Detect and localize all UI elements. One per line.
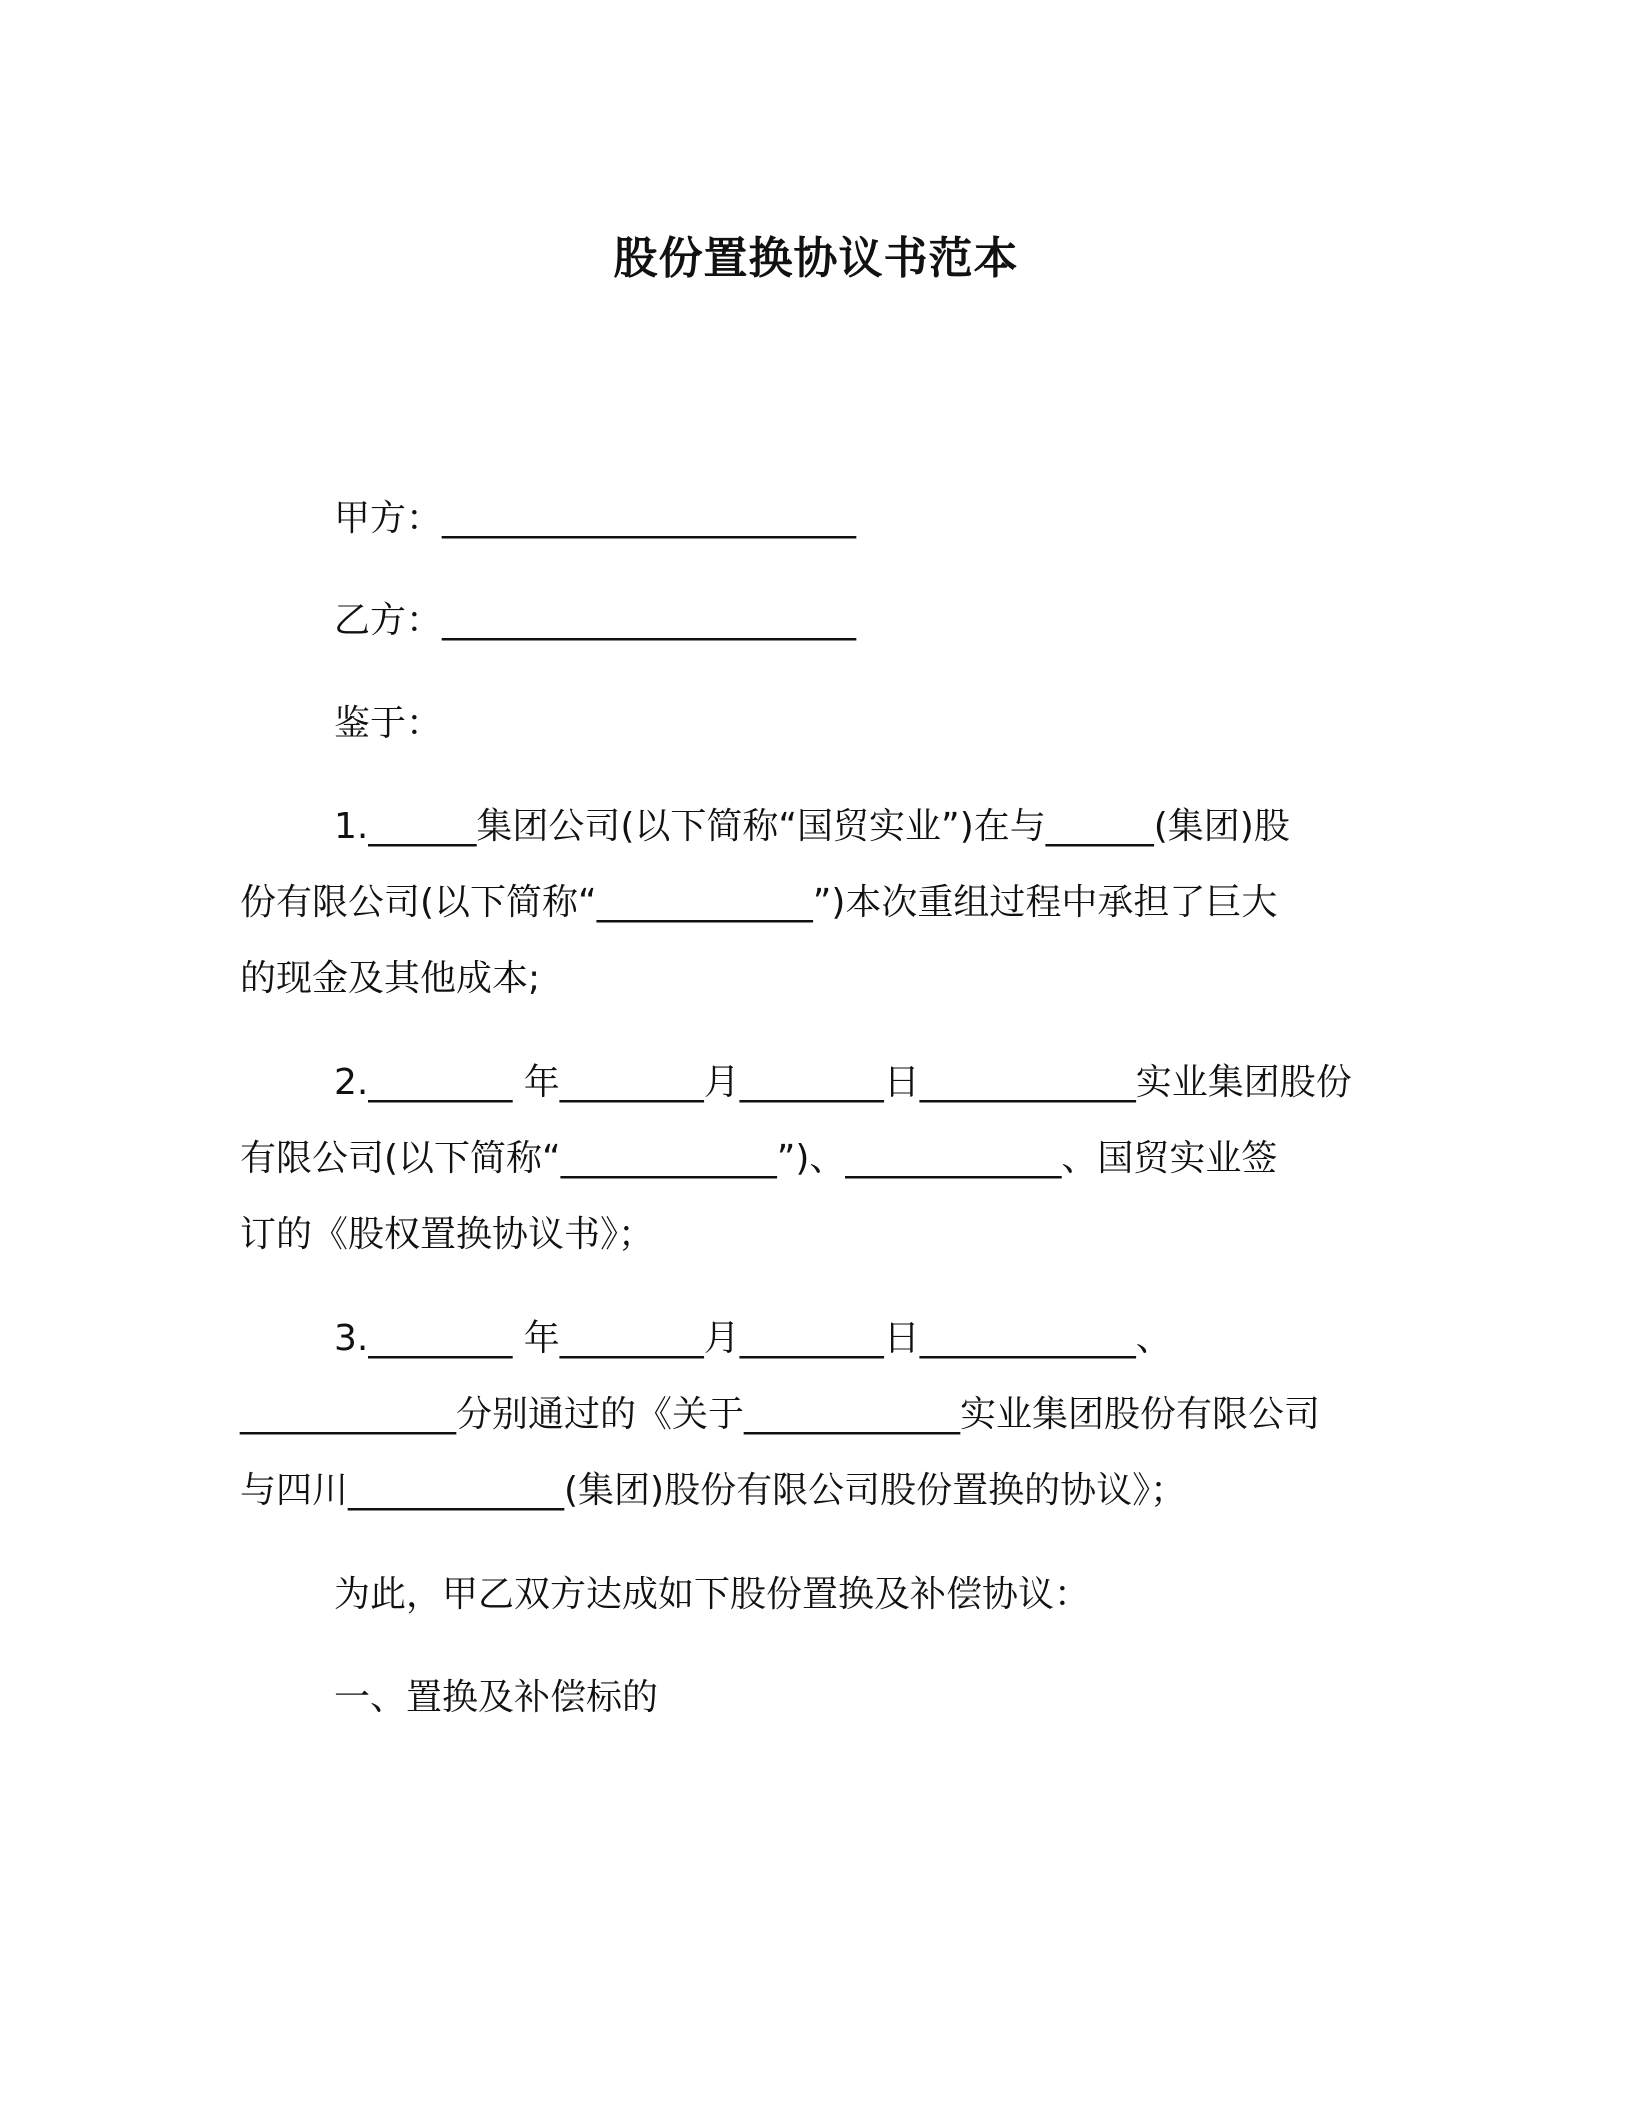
whereas-label: 鉴于： bbox=[334, 703, 443, 744]
party-b-line: 乙方：_______________________ bbox=[334, 600, 857, 641]
party-a-line: 甲方：_______________________ bbox=[334, 498, 857, 539]
clause3-line3: 与四川____________(集团)股份有限公司股份置换的协议》； bbox=[240, 1470, 1187, 1511]
clause3-line2: ____________分别通过的《关于____________实业集团股份有限公司 bbox=[240, 1394, 1321, 1435]
clause2-line1: 2.________ 年________月________日____________实业集团股份 bbox=[334, 1062, 1352, 1103]
clause1-line1: 1.______集团公司(以下简称“国贸实业”)在与______(集团)股 bbox=[334, 806, 1290, 847]
document-title: 股份置换协议书范本 bbox=[613, 233, 1019, 284]
clause2-line3: 订的《股权置换协议书》； bbox=[240, 1214, 655, 1255]
agreement-intro: 为此，甲乙双方达成如下股份置换及补偿协议： bbox=[334, 1574, 1091, 1615]
clause2-line2: 有限公司(以下简称“____________”)、____________、国贸实业签 bbox=[240, 1138, 1278, 1179]
section1-heading: 一、置换及补偿标的 bbox=[334, 1677, 659, 1718]
clause1-line3: 的现金及其他成本; bbox=[240, 958, 541, 999]
clause1-line2: 份有限公司(以下简称“____________”)本次重组过程中承担了巨大 bbox=[240, 882, 1278, 923]
clause3-line1: 3.________ 年________月________日____________、 bbox=[334, 1318, 1172, 1359]
